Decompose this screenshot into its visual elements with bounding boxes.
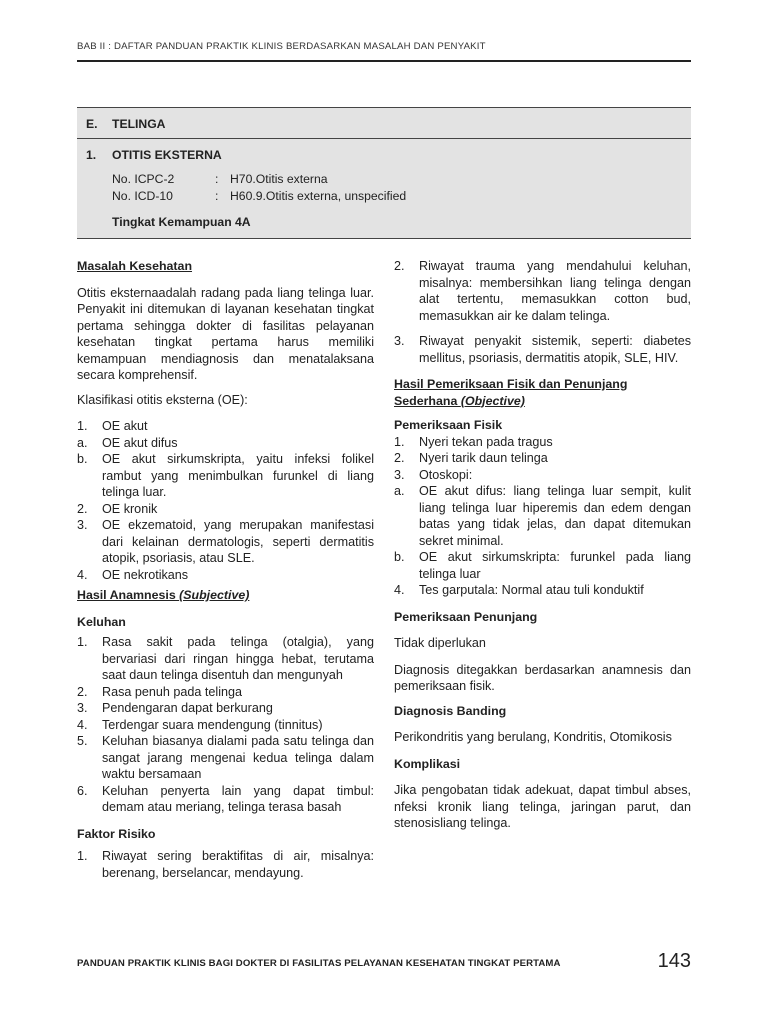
faktor-list bbox=[77, 848, 374, 881]
list-item: b. OE akut sirkumskripta, yaitu infeksi folikel rambut yang menimbulkan furunkel di liang telinga luar. bbox=[77, 452, 374, 499]
list-item: 2. OE kronik bbox=[77, 501, 158, 516]
masalah-paragraph: Otitis eksternaadalah radang pada liang telinga luar. Penyakit ini ditemukan di layanan kesehatan tingkat pertama sehingga dokter di fasilitas pelayanan kesehatan tingkat pertama harus memiliki kemampuan mendiagnosis dan menatalaksana secara komprehensif. bbox=[77, 285, 374, 382]
left-column bbox=[77, 258, 374, 881]
masalah-heading: Masalah Kesehatan bbox=[77, 259, 193, 273]
keluhan-list bbox=[77, 634, 374, 816]
keluhan-heading: Keluhan bbox=[77, 614, 126, 629]
fisik-heading: Hasil Pemeriksaan Fisik dan Penunjang Sederhana (Objective) bbox=[394, 377, 628, 408]
list-item: a. OE akut difus bbox=[77, 435, 178, 450]
faktor-heading: Faktor Risiko bbox=[77, 826, 156, 841]
icd-label: No. ICD-10 bbox=[112, 189, 173, 203]
list-item: a. OE akut difus: liang telinga luar sempit, kulit liang telinga luar hiperemis dan edem dengan batas yang tidak jelas, dan dapat ditemukan sekret minimal. bbox=[394, 484, 691, 548]
penunjang-heading: Pemeriksaan Penunjang bbox=[394, 609, 538, 624]
komplikasi-heading: Komplikasi bbox=[394, 756, 461, 771]
footer-title: PANDUAN PRAKTIK KLINIS BAGI DOKTER DI FASILITAS PELAYANAN KESEHATAN TINGKAT PERTAMA bbox=[77, 958, 561, 969]
section-title: TELINGA bbox=[112, 117, 166, 131]
list-item: 2. Riwayat trauma yang mendahului keluhan, misalnya: membersihkan liang telinga dengan alat tertentu, memasukkan cotton bud, memasukkan air ke dalam telinga. bbox=[394, 259, 691, 323]
running-header: BAB II : DAFTAR PANDUAN PRAKTIK KLINIS BERDASARKAN MASALAH DAN PENYAKIT bbox=[77, 41, 486, 52]
diagnosis-text: Diagnosis ditegakkan berdasarkan anamnesis dan pemeriksaan fisik. bbox=[394, 662, 691, 693]
komplikasi-text: Jika pengobatan tidak adekuat, dapat timbul abses, nfeksi kronik liang telinga, jaringan parut, dan stenosisliang telinga. bbox=[394, 783, 691, 830]
icpc-label: No. ICPC-2 bbox=[112, 172, 175, 186]
list-item: 5. Keluhan biasanya dialami pada satu telinga dan sangat jarang mengenai kedua telinga dalam waktu bersamaan bbox=[77, 734, 374, 781]
list-item: 6. Keluhan penyerta lain yang dapat timbul: demam atau meriang, telinga terasa basah bbox=[77, 783, 374, 814]
item-number: 1. bbox=[86, 148, 97, 162]
section-letter: E. bbox=[86, 117, 98, 131]
icpc-value: H70.Otitis externa bbox=[230, 172, 328, 186]
list-item: 1. Nyeri tekan pada tragus bbox=[394, 434, 553, 449]
diagnosis-banding-heading: Diagnosis Banding bbox=[394, 703, 507, 718]
list-item: 4. OE nekrotikans bbox=[77, 567, 189, 582]
item-title: OTITIS EKSTERNA bbox=[112, 148, 222, 162]
competency-level: Tingkat Kemampuan 4A bbox=[112, 215, 251, 229]
header-rule bbox=[77, 60, 691, 62]
anamnesis-heading: Hasil Anamnesis (Subjective) bbox=[77, 588, 250, 602]
pemeriksaan-fisik-list bbox=[394, 434, 691, 599]
klasifikasi-intro: Klasifikasi otitis eksterna (OE): bbox=[77, 392, 248, 407]
topic-box bbox=[77, 107, 691, 239]
list-item: 1. OE akut bbox=[77, 419, 148, 433]
right-column bbox=[394, 258, 691, 832]
list-item: 1. Rasa sakit pada telinga (otalgia), yang bervariasi dari ringan hingga hebat, terutama saat daun telinga disentuh dan mengunyah bbox=[77, 635, 374, 682]
list-item: 4. Tes garputala: Normal atau tuli konduktif bbox=[394, 583, 644, 597]
page-number: 143 bbox=[657, 950, 691, 972]
klasifikasi-list bbox=[77, 418, 374, 583]
diagnosis-banding-text: Perikondritis yang berulang, Kondritis, Otomikosis bbox=[394, 730, 672, 744]
list-item: 3. Riwayat penyakit sistemik, seperti: diabetes mellitus, psoriasis, dermatitis atopik, SLE, HIV. bbox=[394, 334, 691, 365]
topic-separator bbox=[77, 138, 691, 139]
list-item: 3. OE ekzematoid, yang merupakan manifestasi dari kelainan dermatologis, seperti dermatitis atopik, psoriasis, atau SLE. bbox=[77, 518, 374, 565]
list-item: 3. Pendengaran dapat berkurang bbox=[77, 701, 273, 715]
list-item: 2. Rasa penuh pada telinga bbox=[77, 684, 243, 699]
icpc-sep: : bbox=[215, 172, 219, 186]
icd-sep: : bbox=[215, 189, 219, 203]
list-item: 2. Nyeri tarik daun telinga bbox=[394, 451, 548, 465]
list-item: 3. Otoskopi: bbox=[394, 467, 473, 482]
list-item: 4. Terdengar suara mendengung (tinnitus) bbox=[77, 717, 323, 732]
icd-value: H60.9.Otitis externa, unspecified bbox=[230, 189, 407, 203]
faktor-list-continued bbox=[394, 258, 691, 366]
list-item: b. OE akut sirkumskripta: furunkel pada liang telinga luar bbox=[394, 550, 691, 581]
pemeriksaan-fisik-heading: Pemeriksaan Fisik bbox=[394, 418, 503, 432]
penunjang-text: Tidak diperlukan bbox=[394, 636, 486, 650]
list-item: 1. Riwayat sering beraktifitas di air, misalnya: berenang, berselancar, mendayung. bbox=[77, 849, 374, 880]
